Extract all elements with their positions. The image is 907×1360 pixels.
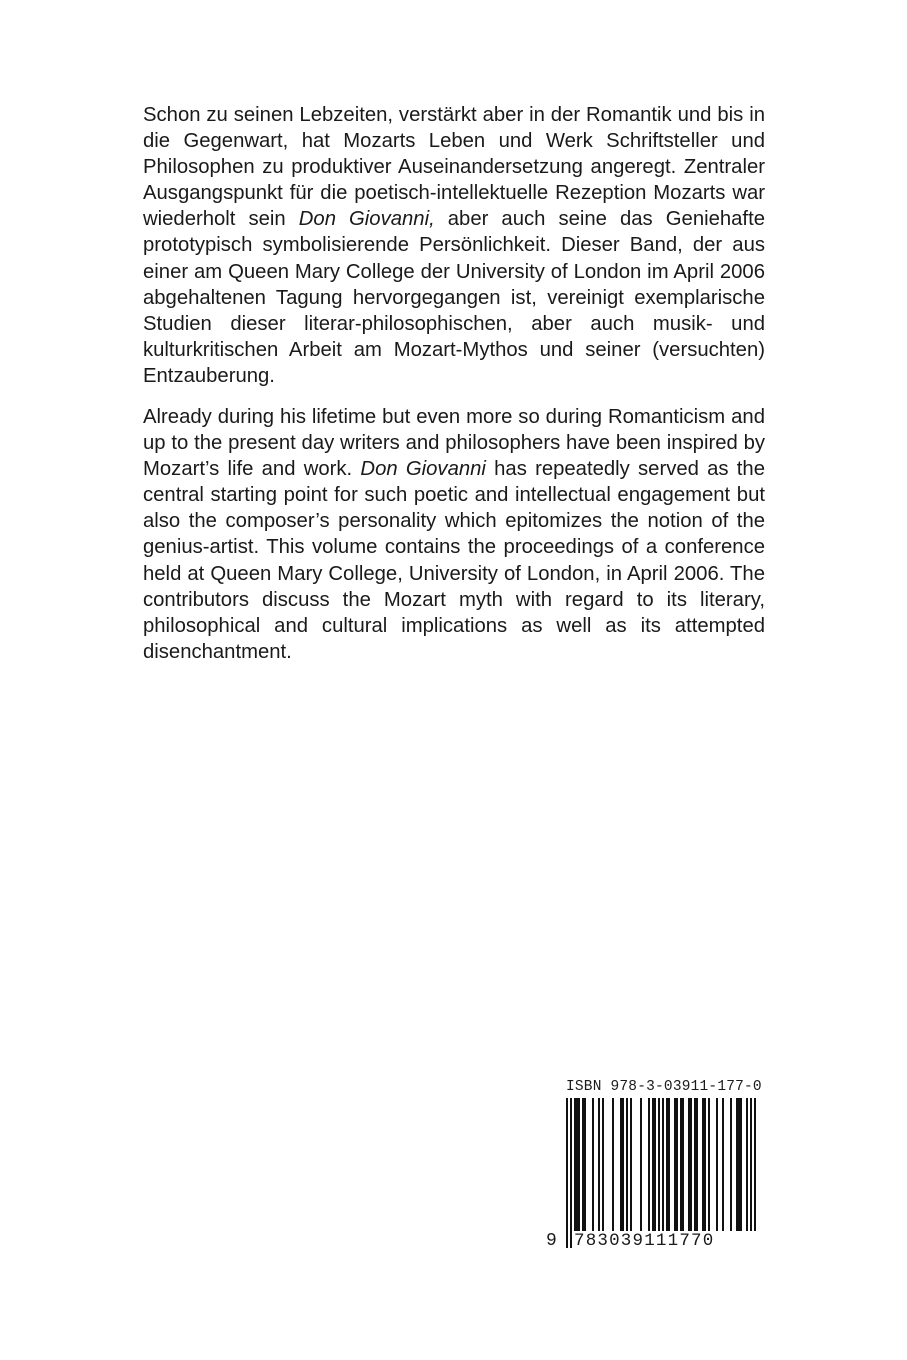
barcode-bar (566, 1098, 568, 1248)
isbn-barcode (540, 1098, 760, 1268)
barcode-digits: 783039111770 (572, 1231, 762, 1251)
barcode-bar (704, 1098, 706, 1232)
barcode-bar (696, 1098, 698, 1232)
barcode-bar (662, 1098, 664, 1248)
barcode-bar (654, 1098, 656, 1232)
barcode-bar (674, 1098, 676, 1232)
barcode-bar (680, 1098, 682, 1232)
barcode-bar (702, 1098, 704, 1232)
blurb-english-title: Don Giovanni (360, 458, 486, 481)
barcode-bar (754, 1098, 756, 1248)
blurb-german-title: Don Giovanni, (298, 208, 435, 231)
barcode-bar (690, 1098, 692, 1232)
barcode-bar (716, 1098, 718, 1232)
barcode-bar (640, 1098, 642, 1232)
barcode-bar (584, 1098, 586, 1232)
barcode-bar (630, 1098, 632, 1232)
barcode-bar (658, 1098, 660, 1248)
blurb-english (143, 404, 765, 665)
blurb-german-text-1: Schon zu seinen Lebzeiten, verstärkt aber in der Romantik und bis in die Gegenwart, hat Mozarts Leben und Werk Schriftsteller und Philosophen zu produktiver Auseinandersetzung angeregt. Zentraler Ausgangspunkt für die poetisch-intellektuelle Rezeption Mozarts war wiederholt sein (143, 104, 765, 231)
blurb-english-text-1: Already during his lifetime but even more so during Romanticism and up to the present day writers and philosophers have been inspired by Mozart’s life and work. (143, 406, 765, 481)
barcode-bar (750, 1098, 752, 1248)
barcode-bar (688, 1098, 690, 1232)
barcode-bar (666, 1098, 668, 1232)
barcode-lead-digit: 9 (546, 1231, 557, 1251)
barcode-bar (694, 1098, 696, 1232)
barcode-bar (730, 1098, 732, 1232)
barcode-bar (722, 1098, 724, 1232)
barcode-bar (652, 1098, 654, 1232)
barcode-bar (626, 1098, 628, 1232)
barcode-bar (676, 1098, 678, 1232)
barcode-bar (622, 1098, 624, 1232)
barcode-bar (736, 1098, 738, 1232)
barcode-bar (738, 1098, 740, 1232)
barcode-bar (708, 1098, 710, 1232)
barcode-bar (602, 1098, 604, 1232)
barcode-bar (576, 1098, 578, 1232)
barcode-bar (682, 1098, 684, 1232)
barcode-bar (746, 1098, 748, 1232)
barcode-bar (620, 1098, 622, 1232)
isbn-label: ISBN 978-3-03911-177-0 (566, 1079, 762, 1095)
barcode-bars (566, 1098, 756, 1248)
barcode-bar (648, 1098, 650, 1232)
barcode-bar (582, 1098, 584, 1232)
barcode-bar (612, 1098, 614, 1232)
blurb-german-text-2: aber auch seine das Geniehafte prototypisch symbolisierende Persönlichkeit. Dieser Band, der aus einer am Queen Mary College der University of London im April 2006 abgehaltenen Tagung hervorgegangen ist, vereinigt exemplarische Studien dieser literar-philosophischen, aber auch musik- und kulturkritischen Arbeit am Mozart-Mythos und seiner (versuchten) Entzauberung. (143, 208, 765, 387)
barcode-bar (570, 1098, 572, 1248)
blurb-german (143, 102, 765, 389)
barcode-bar (668, 1098, 670, 1232)
barcode-bar (574, 1098, 576, 1232)
blurb-english-text-2: has repeatedly served as the central starting point for such poetic and intellectual engagement but also the composer’s personality which epitomizes the notion of the genius-artist. This volume contains the proceedings of a conference held at Queen Mary College, University of London, in April 2006. The contributors discuss the Mozart myth with regard to its literary, philosophical and cultural implications as well as its attempted disenchantment. (143, 458, 765, 663)
barcode-bar (578, 1098, 580, 1232)
barcode-bar (598, 1098, 600, 1232)
barcode-bar (592, 1098, 594, 1232)
barcode-bar (740, 1098, 742, 1232)
